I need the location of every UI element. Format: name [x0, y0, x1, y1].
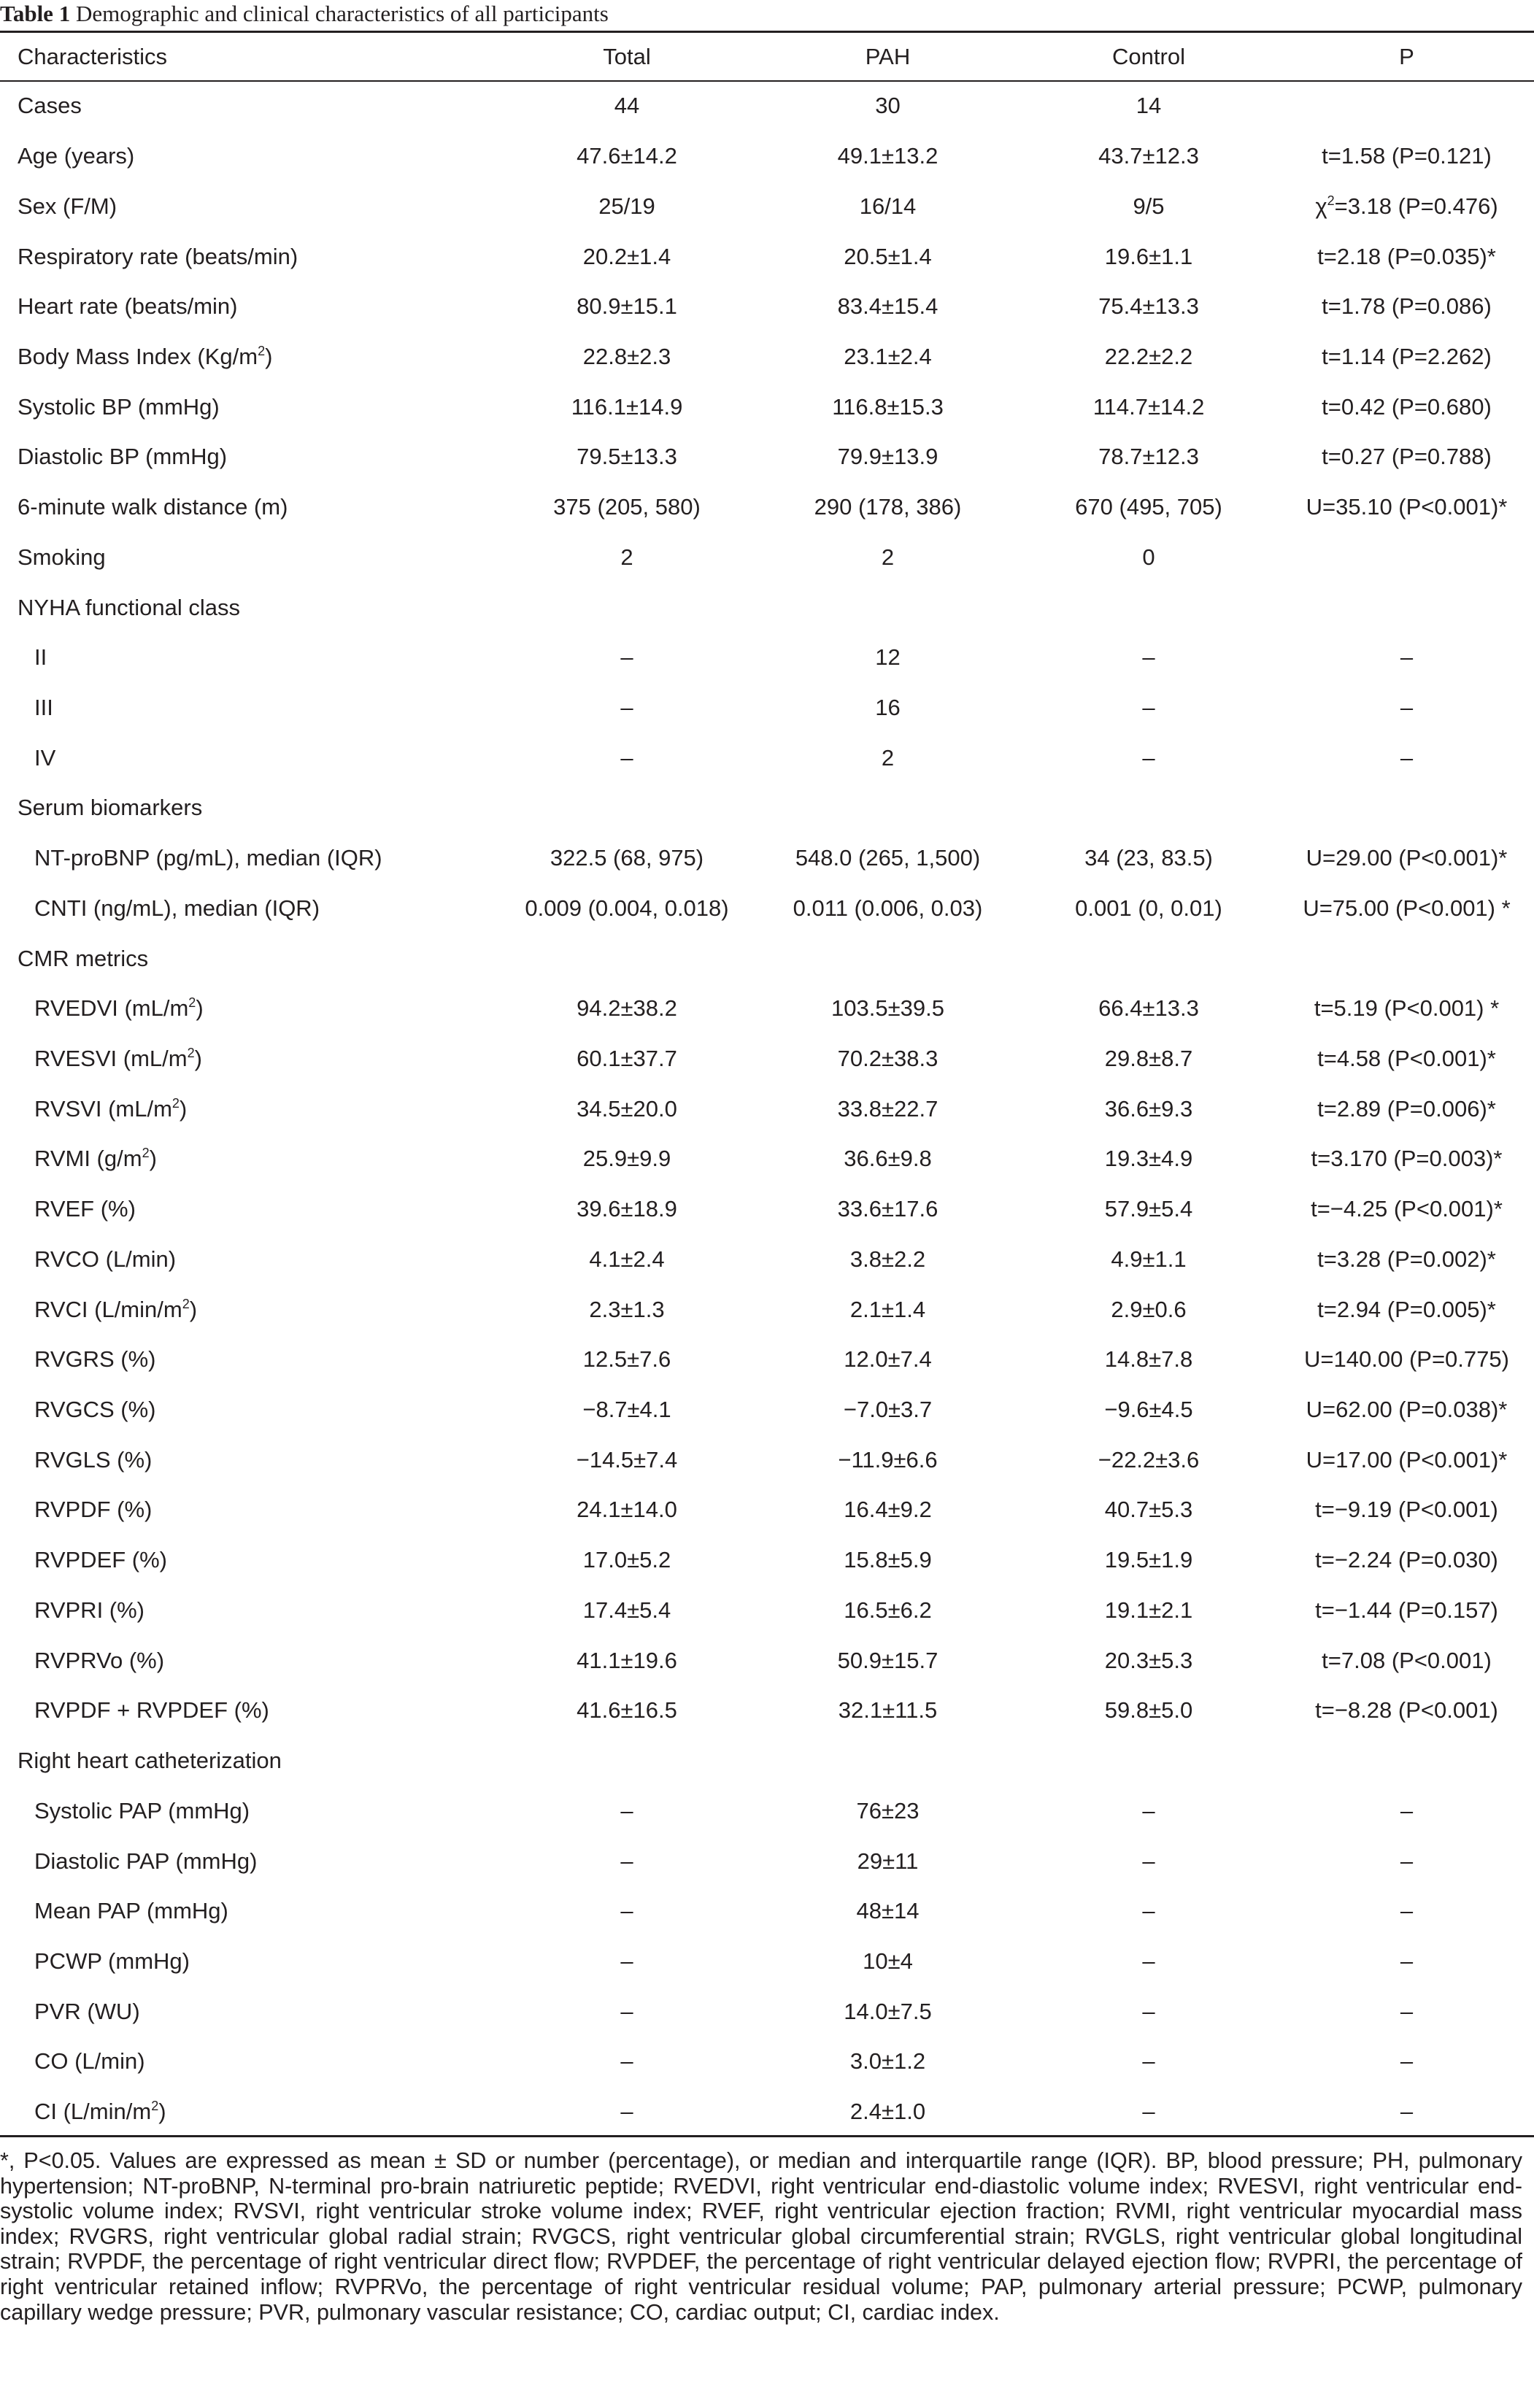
pah-cell: 548.0 (265, 1,500): [795, 845, 981, 871]
table-row: [0, 1836, 1534, 1886]
control-cell: 43.7±12.3: [1098, 143, 1199, 169]
pah-cell: 32.1±11.5: [838, 1697, 938, 1724]
pah-cell: 12.0±7.4: [844, 1346, 932, 1373]
table-row: [0, 1736, 1534, 1786]
p-value-cell: t=−8.28 (P<0.001): [1315, 1697, 1498, 1724]
row-label: RVCO (L/min): [34, 1246, 177, 1272]
p-value-cell: [1279, 532, 1534, 582]
p-value-cell: U=35.10 (P<0.001)*: [1306, 494, 1508, 520]
pah-cell: [758, 582, 1018, 633]
table-row: [0, 884, 1534, 934]
total-cell: 17.4±5.4: [582, 1597, 671, 1623]
pah-cell: 10±4: [863, 1948, 913, 1974]
p-value-cell: [1279, 933, 1534, 984]
table-caption-text: Demographic and clinical characteristics of all participants: [75, 1, 609, 26]
row-label: PCWP (mmHg): [34, 1948, 190, 1974]
pah-cell: −11.9±6.6: [838, 1446, 938, 1473]
p-value-cell: [1279, 81, 1534, 131]
control-cell: −9.6±4.5: [1104, 1397, 1193, 1423]
pah-cell: 33.6±17.6: [837, 1196, 938, 1222]
table-row: [0, 1686, 1534, 1736]
row-label: IV: [34, 744, 56, 771]
total-cell: –: [620, 1998, 633, 2024]
table-row: [0, 984, 1534, 1034]
p-value-cell: t=7.08 (P<0.001): [1322, 1647, 1492, 1673]
control-cell: 4.9±1.1: [1111, 1246, 1187, 1272]
control-cell: [1018, 933, 1279, 984]
pah-cell: 16.5±6.2: [844, 1597, 932, 1623]
control-cell: –: [1142, 2048, 1155, 2075]
control-cell: 19.5±1.9: [1104, 1547, 1193, 1573]
control-cell: 0.001 (0, 0.01): [1075, 895, 1222, 921]
table-row: [0, 1235, 1534, 1285]
row-label: Systolic BP (mmHg): [18, 393, 220, 420]
p-value-cell: –: [1400, 644, 1414, 671]
total-cell: –: [620, 744, 633, 771]
table-row: [0, 1084, 1534, 1134]
pah-cell: 76±23: [856, 1797, 920, 1824]
table-body: [0, 81, 1534, 2137]
total-cell: 0.009 (0.004, 0.018): [525, 895, 729, 921]
row-label: Systolic PAP (mmHg): [34, 1797, 250, 1824]
p-value-cell: t=2.18 (P=0.035)*: [1317, 243, 1496, 269]
pah-cell: [758, 933, 1018, 984]
p-value-cell: U=140.00 (P=0.775): [1304, 1346, 1509, 1373]
table-row: [0, 1635, 1534, 1686]
table-caption-label: Table 1: [0, 1, 71, 26]
table-row: [0, 1284, 1534, 1335]
table-row: [0, 482, 1534, 533]
column-header-p: P: [1399, 44, 1414, 69]
total-cell: 116.1±14.9: [571, 393, 683, 420]
control-cell: –: [1142, 1898, 1155, 1924]
table-footnote: *, P<0.05. Values are expressed as mean ± SD or number (percentage), or median and interquartile range (IQR). BP, blood pressure; PH, pulmonary hypertension; NT-proBNP, N-terminal pro-brain natriuretic peptide; RVEDVI, right ventricular end-diastolic volume index; RVESVI, right ventricular end-systolic volume index; RVSVI, right ventricular stroke volume index; RVEF, right ventricular ejection fraction; RVMI, right ventricular myocardial mass index; RVGRS, right ventricular global radial strain; RVGCS, right ventricular global circumferential strain; RVGLS, right ventricular global longitudinal strain; RVPDF, the percentage of right ventricular direct flow; RVPDEF, the percentage of right ventricular delayed ejection flow; RVPRI, the percentage of right ventricular retained inflow; RVPRVo, the percentage of right ventricular residual volume; PAP, pulmonary arterial pressure; PCWP, pulmonary capillary wedge pressure; PVR, pulmonary vascular resistance; CO, cardiac output; CI, cardiac index.: [0, 2148, 1522, 2325]
control-cell: 40.7±5.3: [1104, 1497, 1193, 1523]
row-label: RVPDF + RVPDEF (%): [34, 1697, 269, 1724]
table-row: [0, 1786, 1534, 1836]
row-label: RVPDEF (%): [34, 1547, 168, 1573]
row-label: Mean PAP (mmHg): [34, 1898, 228, 1924]
p-value-cell: [1279, 1736, 1534, 1786]
p-value-cell: t=3.170 (P=0.003)*: [1311, 1146, 1503, 1172]
total-cell: 94.2±38.2: [577, 995, 677, 1022]
control-cell: 19.6±1.1: [1104, 243, 1193, 269]
p-value-cell: –: [1400, 1848, 1414, 1874]
total-cell: 34.5±20.0: [577, 1095, 677, 1122]
table-row: [0, 131, 1534, 182]
control-cell: –: [1142, 1797, 1155, 1824]
row-label: RVPRVo (%): [34, 1647, 165, 1673]
p-value-cell: –: [1400, 1898, 1414, 1924]
p-value-cell: U=29.00 (P<0.001)*: [1306, 845, 1508, 871]
table-row: [0, 1986, 1534, 2037]
pah-cell: −7.0±3.7: [843, 1397, 933, 1423]
table-row: [0, 733, 1534, 783]
total-cell: 79.5±13.3: [577, 444, 677, 470]
column-header-pah: PAH: [865, 44, 911, 69]
p-value-cell: t=1.58 (P=0.121): [1322, 143, 1492, 169]
row-label: Diastolic BP (mmHg): [18, 444, 228, 470]
row-label: RVGCS (%): [34, 1397, 156, 1423]
table-row: [0, 1034, 1534, 1084]
table-row: [0, 1385, 1534, 1435]
table-row: [0, 1886, 1534, 1937]
total-cell: −8.7±4.1: [582, 1397, 671, 1423]
pah-cell: 30: [875, 93, 901, 119]
p-value-cell: –: [1400, 2048, 1414, 2075]
control-cell: 66.4±13.3: [1098, 995, 1199, 1022]
p-value-cell: t=0.27 (P=0.788): [1322, 444, 1492, 470]
total-cell: 2.3±1.3: [589, 1296, 665, 1322]
total-cell: 12.5±7.6: [582, 1346, 671, 1373]
table-row: [0, 282, 1534, 332]
column-header-control: Control: [1112, 44, 1185, 69]
control-cell: 114.7±14.2: [1092, 393, 1205, 420]
pah-cell: 290 (178, 386): [814, 494, 962, 520]
p-value-cell: t=1.14 (P=2.262): [1322, 343, 1492, 369]
row-label: PVR (WU): [34, 1998, 140, 2024]
total-cell: 22.8±2.3: [582, 343, 671, 369]
row-label: 6-minute walk distance (m): [18, 494, 288, 520]
table-row: [0, 382, 1534, 432]
row-label: II: [34, 644, 47, 671]
control-cell: 34 (23, 83.5): [1084, 845, 1213, 871]
total-cell: 47.6±14.2: [577, 143, 677, 169]
row-label: Smoking: [18, 544, 106, 570]
p-value-cell: $\chi^2=3.18$ (P=0.476): [1315, 193, 1498, 219]
pah-cell: 15.8±5.9: [844, 1547, 932, 1573]
table-row: [0, 231, 1534, 282]
row-label: Serum biomarkers: [18, 795, 203, 821]
p-value-cell: [1279, 582, 1534, 633]
control-cell: 20.3±5.3: [1104, 1647, 1193, 1673]
row-label: Sex (F/M): [18, 193, 117, 219]
pah-cell: 48±14: [856, 1898, 920, 1924]
p-value-cell: t=5.19 (P<0.001) *: [1314, 995, 1500, 1022]
total-cell: 44: [614, 93, 640, 119]
table-row: [0, 2087, 1534, 2137]
pah-cell: 103.5±39.5: [831, 995, 944, 1022]
row-label: RVSVI $(mL/m^2)$: [34, 1095, 188, 1122]
control-cell: –: [1142, 694, 1155, 720]
pah-cell: 20.5±1.4: [844, 243, 932, 269]
control-cell: 57.9±5.4: [1104, 1196, 1193, 1222]
control-cell: –: [1142, 744, 1155, 771]
row-label: Age (years): [18, 143, 135, 169]
table-row: [0, 1485, 1534, 1535]
pah-cell: 3.0±1.2: [849, 2048, 926, 2075]
p-value-cell: –: [1400, 1948, 1414, 1974]
pah-cell: 14.0±7.5: [844, 1998, 932, 2024]
table-row: [0, 1184, 1534, 1235]
row-label: III: [34, 694, 53, 720]
total-cell: 4.1±2.4: [589, 1246, 665, 1272]
pah-cell: 16: [875, 694, 901, 720]
total-cell: 2: [620, 544, 633, 570]
pah-cell: 116.8±15.3: [832, 393, 944, 420]
control-cell: [1018, 783, 1279, 833]
total-cell: 322.5 (68, 975): [550, 845, 704, 871]
column-header-total: Total: [603, 44, 651, 69]
table-row: [0, 1937, 1534, 1987]
control-cell: 75.4±13.3: [1098, 293, 1199, 320]
total-cell: 17.0±5.2: [582, 1547, 671, 1573]
total-cell: –: [620, 1797, 633, 1824]
pah-cell: [758, 1736, 1018, 1786]
total-cell: −14.5±7.4: [576, 1446, 678, 1473]
characteristics-table: [0, 33, 1534, 2137]
p-value-cell: –: [1400, 694, 1414, 720]
row-label: Heart rate (beats/min): [18, 293, 238, 320]
control-cell: 2.9±0.6: [1111, 1296, 1187, 1322]
p-value-cell: t=0.42 (P=0.680): [1322, 393, 1492, 420]
control-cell: 0: [1142, 544, 1155, 570]
total-cell: [496, 933, 758, 984]
control-cell: –: [1142, 2099, 1155, 2125]
pah-cell: [758, 783, 1018, 833]
total-cell: [496, 582, 758, 633]
p-value-cell: t=3.28 (P=0.002)*: [1317, 1246, 1496, 1272]
total-cell: 80.9±15.1: [577, 293, 677, 320]
total-cell: –: [620, 1898, 633, 1924]
p-value-cell: –: [1400, 1998, 1414, 2024]
table-row: [0, 81, 1534, 131]
control-cell: 36.6±9.3: [1104, 1095, 1193, 1122]
row-label: CO (L/min): [34, 2048, 145, 2075]
control-cell: 59.8±5.0: [1104, 1697, 1193, 1724]
pah-cell: 2: [881, 544, 895, 570]
table-row: [0, 332, 1534, 382]
pah-cell: 29±11: [857, 1848, 919, 1874]
total-cell: [496, 1736, 758, 1786]
pah-cell: 70.2±38.3: [837, 1046, 938, 1072]
p-value-cell: t=2.94 (P=0.005)*: [1317, 1296, 1496, 1322]
p-value-cell: –: [1400, 744, 1414, 771]
row-label: RVGLS (%): [34, 1446, 153, 1473]
table-row: [0, 532, 1534, 582]
pah-cell: 33.8±22.7: [837, 1095, 938, 1122]
total-cell: –: [620, 694, 633, 720]
pah-cell: 79.9±13.9: [837, 444, 938, 470]
table-row: [0, 432, 1534, 482]
control-cell: −22.2±3.6: [1098, 1446, 1200, 1473]
pah-cell: 23.1±2.4: [844, 343, 932, 369]
control-cell: 19.1±2.1: [1104, 1597, 1193, 1623]
row-label: RVEF (%): [34, 1196, 136, 1222]
table-row: [0, 1586, 1534, 1636]
table-row: [0, 582, 1534, 633]
row-label: RVCI $(L/\min/m^2)$: [34, 1296, 198, 1322]
row-label: NYHA functional class: [18, 594, 240, 620]
control-cell: 29.8±8.7: [1104, 1046, 1193, 1072]
pah-cell: 83.4±15.4: [837, 293, 938, 320]
total-cell: –: [620, 1948, 633, 1974]
pah-cell: 2.1±1.4: [849, 1296, 926, 1322]
total-cell: 20.2±1.4: [582, 243, 671, 269]
total-cell: 375 (205, 580): [553, 494, 701, 520]
row-label: CNTI (ng/mL), median (IQR): [34, 895, 320, 921]
pah-cell: 50.9±15.7: [837, 1647, 938, 1673]
pah-cell: 3.8±2.2: [849, 1246, 926, 1272]
p-value-cell: [1279, 783, 1534, 833]
table-row: [0, 1435, 1534, 1485]
control-cell: [1018, 1736, 1279, 1786]
row-label: RVPDF (%): [34, 1497, 153, 1523]
total-cell: –: [620, 644, 633, 671]
total-cell: 25.9±9.9: [582, 1146, 671, 1172]
control-cell: –: [1142, 1998, 1155, 2024]
p-value-cell: –: [1400, 1797, 1414, 1824]
total-cell: 25/19: [598, 193, 655, 219]
row-label: RVPRI (%): [34, 1597, 145, 1623]
pah-cell: 12: [875, 644, 901, 671]
pah-cell: 2: [881, 744, 895, 771]
pah-cell: 36.6±9.8: [844, 1146, 932, 1172]
total-cell: –: [620, 2048, 633, 2075]
control-cell: 78.7±12.3: [1098, 444, 1199, 470]
total-cell: 39.6±18.9: [577, 1196, 677, 1222]
control-cell: –: [1142, 1948, 1155, 1974]
table-row: [0, 683, 1534, 733]
table-row: [0, 181, 1534, 231]
row-label: RVMI $(g/m^2)$: [34, 1146, 157, 1172]
row-label: Respiratory rate (beats/min): [18, 243, 298, 269]
row-label: Diastolic PAP (mmHg): [34, 1848, 258, 1874]
p-value-cell: t=−9.19 (P<0.001): [1315, 1497, 1498, 1523]
pah-cell: 16.4±9.2: [844, 1497, 932, 1523]
pah-cell: 2.4±1.0: [849, 2099, 926, 2125]
table-row: [0, 783, 1534, 833]
p-value-cell: –: [1400, 2099, 1414, 2125]
table-row: [0, 833, 1534, 884]
control-cell: 9/5: [1133, 193, 1165, 219]
pah-cell: 16/14: [859, 193, 917, 219]
table-header-row: [0, 33, 1534, 81]
table-row: [0, 1535, 1534, 1586]
p-value-cell: t=2.89 (P=0.006)*: [1317, 1095, 1496, 1122]
row-label: Body Mass Index $(Kg/m^2)$: [18, 343, 273, 369]
table-caption: [0, 0, 1534, 29]
control-cell: –: [1142, 644, 1155, 671]
table-row: [0, 1134, 1534, 1184]
total-cell: –: [620, 1848, 633, 1874]
column-header-characteristics: Characteristics: [18, 44, 167, 69]
table-row: [0, 633, 1534, 683]
control-cell: 14.8±7.8: [1104, 1346, 1193, 1373]
p-value-cell: t=−4.25 (P<0.001)*: [1311, 1196, 1503, 1222]
total-cell: 41.1±19.6: [577, 1647, 677, 1673]
p-value-cell: t=−1.44 (P=0.157): [1315, 1597, 1498, 1623]
row-label: RVESVI $(mL/m^2)$: [34, 1046, 202, 1072]
row-label: RVEDVI $(mL/m^2)$: [34, 995, 204, 1022]
p-value-cell: U=17.00 (P<0.001)*: [1306, 1446, 1508, 1473]
row-label: RVGRS (%): [34, 1346, 156, 1373]
pah-cell: 0.011 (0.006, 0.03): [793, 895, 983, 921]
row-label: CMR metrics: [18, 945, 149, 971]
total-cell: 41.6±16.5: [577, 1697, 677, 1724]
control-cell: –: [1142, 1848, 1155, 1874]
total-cell: [496, 783, 758, 833]
row-label: NT-proBNP (pg/mL), median (IQR): [34, 845, 382, 871]
p-value-cell: U=62.00 (P=0.038)*: [1306, 1397, 1508, 1423]
pah-cell: 49.1±13.2: [837, 143, 938, 169]
control-cell: [1018, 582, 1279, 633]
control-cell: 19.3±4.9: [1104, 1146, 1193, 1172]
control-cell: 670 (495, 705): [1075, 494, 1222, 520]
total-cell: 24.1±14.0: [577, 1497, 677, 1523]
row-label: Cases: [18, 93, 82, 119]
p-value-cell: t=−2.24 (P=0.030): [1315, 1547, 1498, 1573]
control-cell: 14: [1136, 93, 1162, 119]
control-cell: 22.2±2.2: [1104, 343, 1193, 369]
table-row: [0, 1335, 1534, 1385]
total-cell: 60.1±37.7: [577, 1046, 677, 1072]
p-value-cell: t=1.78 (P=0.086): [1322, 293, 1492, 320]
total-cell: –: [620, 2099, 633, 2125]
p-value-cell: t=4.58 (P<0.001)*: [1317, 1046, 1496, 1072]
p-value-cell: U=75.00 (P<0.001) *: [1303, 895, 1511, 921]
table-row: [0, 933, 1534, 984]
row-label: Right heart catheterization: [18, 1748, 282, 1774]
row-label: CI $(L/\min/m^2)$: [34, 2099, 166, 2125]
table-row: [0, 2037, 1534, 2087]
